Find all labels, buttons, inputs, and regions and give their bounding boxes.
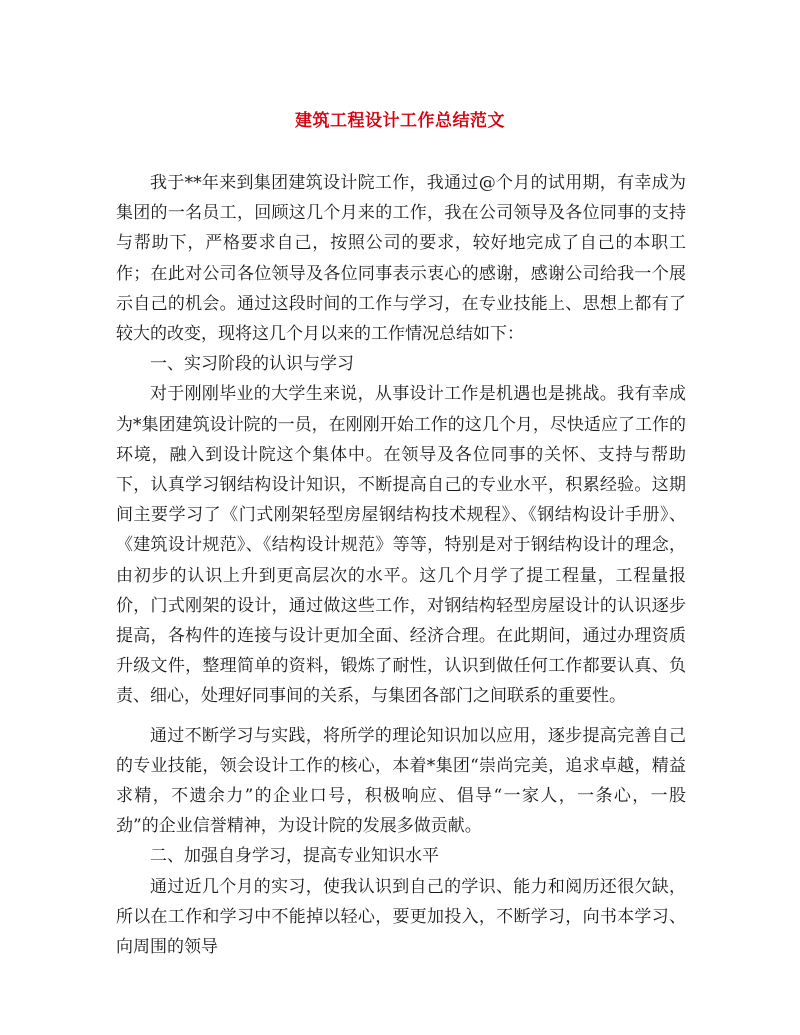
paragraph-practice: 通过不断学习与实践，将所学的理论知识加以应用，逐步提高完善自己的专业技能，领会设计工作的核心，本着*集团“崇尚完美，追求卓越，精益求精，不遗余力”的企业口号，积极响应、倡导“一家人，一条心，一股劲”的企业信誉精神，为设计院的发展多做贡献。 bbox=[116, 725, 686, 837]
section-heading-1: 一、实习阶段的认识与学习 bbox=[150, 354, 354, 375]
document-body bbox=[116, 168, 686, 962]
document-title: 建筑工程设计工作总结范文 bbox=[295, 111, 505, 131]
paragraph-section-1: 对于刚刚毕业的大学生来说，从事设计工作是机遇也是挑战。我有幸成为*集团建筑设计院的一员，在刚刚开始工作的这几个月，尽快适应了工作的环境，融入到设计院这个集体中。在领导及各位同事的关怀、支持与帮助下，认真学习钢结构设计知识，不断提高自己的专业水平，积累经验。这期间主要学习了《门式刚架轻型房屋钢结构技术规程》、《钢结构设计手册》、《建筑设计规范》、《结构设计规范》等等，特别是对于钢结构设计的理念，由初步的认识上升到更高层次的水平。这几个月学了提工程量，工程量报价，门式刚架的设计，通过做这些工作，对钢结构轻型房屋设计的认识逐步提高，各构件的连接与设计更加全面、经济合理。在此期间，通过办理资质升级文件，整理简单的资料，锻炼了耐性，认识到做任何工作都要认真、负责、细心，处理好同事间的关系，与集团各部门之间联系的重要性。 bbox=[116, 384, 686, 707]
section-heading-2: 二、加强自身学习，提高专业知识水平 bbox=[150, 846, 439, 867]
paragraph-section-2: 通过近几个月的实习，使我认识到自己的学识、能力和阅历还很欠缺，所以在工作和学习中不能掉以轻心，要更加投入，不断学习，向书本学习、向周围的领导 bbox=[116, 876, 686, 958]
paragraph-intro: 我于**年来到集团建筑设计院工作，我通过@个月的试用期，有幸成为集团的一名员工，回顾这几个月来的工作，我在公司领导及各位同事的支持与帮助下，严格要求自己，按照公司的要求，较好地完成了自己的本职工作；在此对公司各位领导及各位同事表示衷心的感谢，感谢公司给我一个展示自己的机会。通过这段时间的工作与学习，在专业技能上、思想上都有了较大的改变，现将这几个月以来的工作情况总结如下： bbox=[116, 173, 686, 345]
